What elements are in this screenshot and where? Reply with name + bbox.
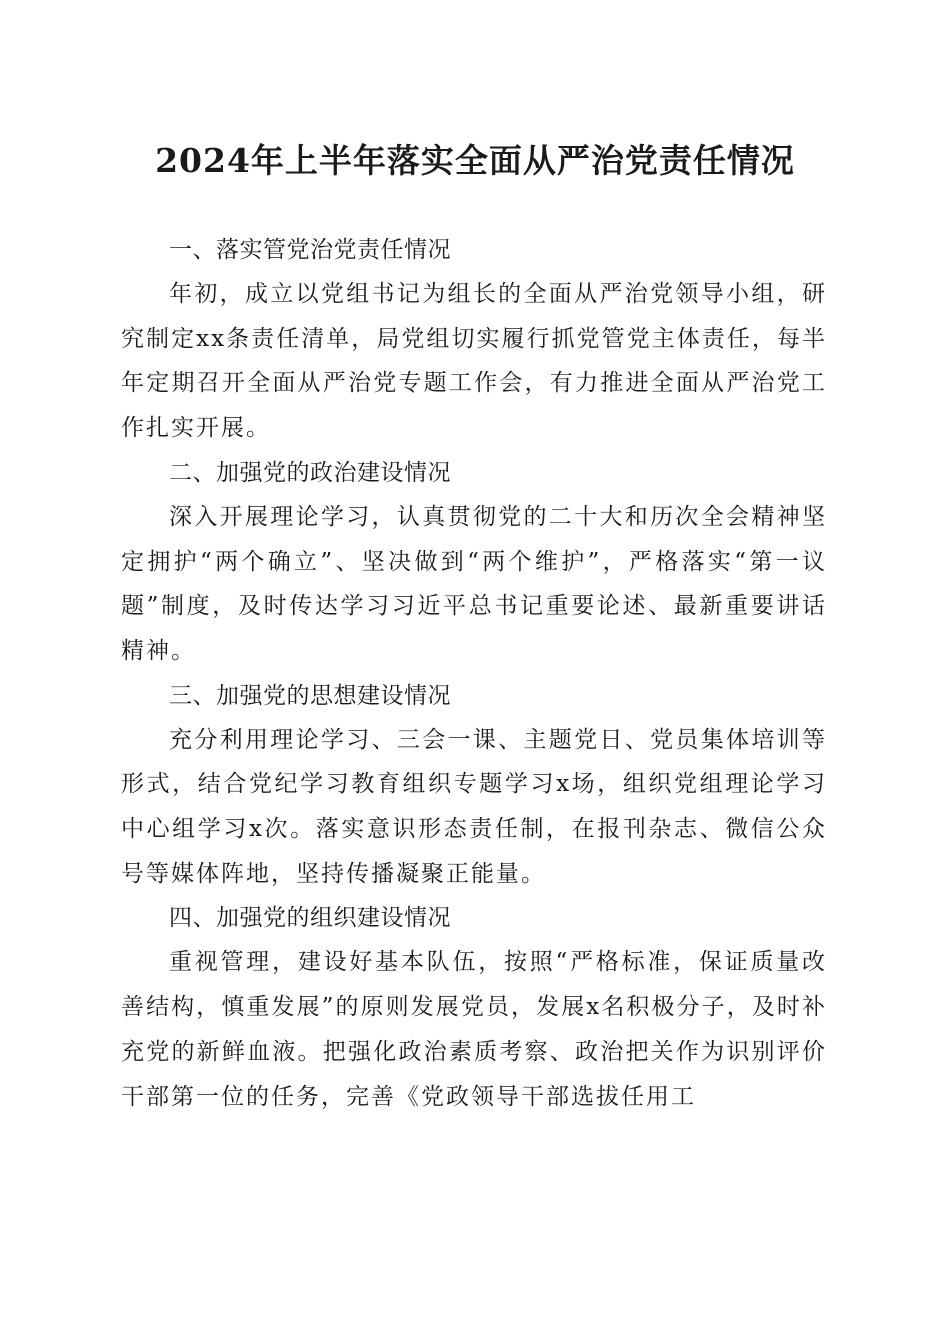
section-paragraph: 重视管理，建设好基本队伍，按照“严格标准，保证质量改善结构，慎重发展”的原则发展党员，发展x名积极分子，及时补充党的新鲜血液。把强化政治素质考察、政治把关作为识别评价干部第一位的任务，完善《党政领导干部选拔任用工	[121, 949, 827, 1110]
document-title: 2024年上半年落实全面从严治党责任情况	[155, 141, 795, 180]
section-2	[121, 451, 827, 674]
section-heading: 三、加强党的思想建设情况	[169, 682, 451, 709]
document-body	[121, 228, 827, 1119]
section-1	[121, 228, 827, 451]
section-heading: 四、加强党的组织建设情况	[169, 905, 451, 932]
section-4	[121, 896, 827, 1119]
section-paragraph: 深入开展理论学习，认真贯彻党的二十大和历次全会精神坚定拥护“两个确立”、坚决做到“两个维护”，严格落实“第一议题”制度，及时传达学习习近平总书记重要论述、最新重要讲话精神。	[121, 503, 827, 664]
section-paragraph: 充分利用理论学习、三会一课、主题党日、党员集体培训等形式，结合党纪学习教育组织专题学习x场，组织党组理论学习中心组学习x次。落实意识形态责任制，在报刊杂志、微信公众号等媒体阵地，坚持传播凝聚正能量。	[121, 726, 827, 887]
section-paragraph: 年初，成立以党组书记为组长的全面从严治党领导小组，研究制定xx条责任清单，局党组切实履行抓党管党主体责任，每半年定期召开全面从严治党专题工作会，有力推进全面从严治党工作扎实开展。	[121, 281, 827, 442]
section-heading: 一、落实管党治党责任情况	[169, 237, 451, 263]
section-heading: 二、加强党的政治建设情况	[169, 459, 451, 486]
section-3	[121, 674, 827, 897]
